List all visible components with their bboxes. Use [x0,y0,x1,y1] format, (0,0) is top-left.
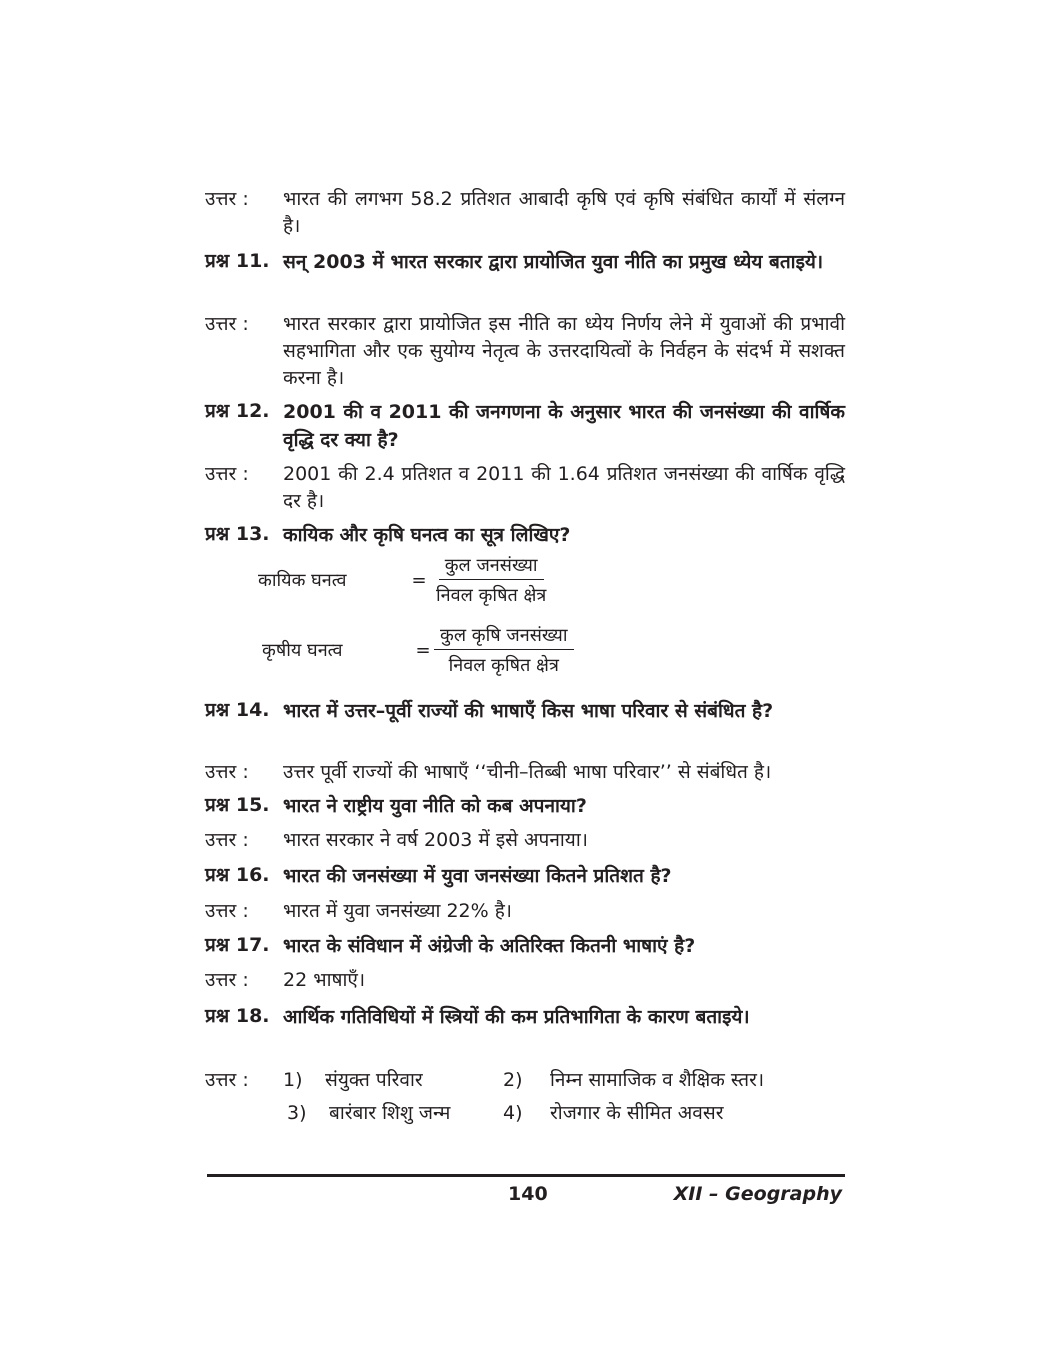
formula-physiological-density [258,553,552,607]
formula-agricultural-density [262,623,574,677]
fraction [434,623,574,677]
answer-12 [205,461,845,515]
question-text: कायिक और कृषि घनत्व का सूत्र लिखिए? [283,524,571,546]
answer-label: उत्तर : [205,313,249,335]
answer-label: उत्तर : [205,1069,249,1091]
answer-text: भारत में युवा जनसंख्या 22% है। [283,900,513,922]
answer-label: उत्तर : [205,761,249,783]
question-text: आर्थिक गतिविधियों में स्त्रियों की कम प्रतिभागिता के कारण बताइये। [283,1006,750,1028]
question-text: भारत के संविधान में अंग्रेजी के अतिरिक्त कितनी भाषाएं है? [283,935,696,957]
question-18 [205,1003,845,1031]
question-label: प्रश्न 14. [205,699,270,721]
list-item-number: 3) [287,1102,307,1124]
question-13 [205,521,845,549]
answer-text: भारत की लगभग 58.2 प्रतिशत आबादी कृषि एवं कृषि संबंधित कार्यों में संलग्न है। [283,188,845,237]
answer-text: उत्तर पूर्वी राज्यों की भाषाएँ ‘‘चीनी–तिब्बी भाषा परिवार’’ से संबंधित है। [283,761,772,783]
question-11 [205,248,845,276]
question-label: प्रश्न 15. [205,794,270,816]
question-text: सन् 2003 में भारत सरकार द्वारा प्रायोजित युवा नीति का प्रमुख ध्येय बताइये। [283,251,824,273]
answer-15 [205,827,845,854]
question-12 [205,398,845,454]
answer-label: उत्तर : [205,900,249,922]
equals-sign: = [415,639,431,661]
question-text: भारत में उत्तर–पूर्वी राज्यों की भाषाएँ किस भाषा परिवार से संबंधित है? [283,700,774,722]
question-label: प्रश्न 11. [205,250,270,272]
list-item-number: 4) [503,1102,523,1124]
answer-label: उत्तर : [205,463,249,485]
formula-name: कायिक घनत्व [258,570,347,591]
list-item: रोजगार के सीमित अवसर [550,1102,724,1124]
numerator: कुल कृषि जनसंख्या [434,623,574,650]
question-text: भारत ने राष्ट्रीय युवा नीति को कब अपनाया? [283,795,587,817]
question-label: प्रश्न 17. [205,934,270,956]
numerator: कुल जनसंख्या [439,553,544,580]
answer-14 [205,759,845,786]
footer-rule [207,1174,845,1177]
list-item: बारंबार शिशु जन्म [329,1102,451,1124]
question-label: प्रश्न 12. [205,400,270,422]
question-text: भारत की जनसंख्या में युवा जनसंख्या कितने प्रतिशत है? [283,865,672,887]
list-item-number: 2) [503,1069,523,1091]
subject-title: XII – Geography [673,1183,842,1205]
question-label: प्रश्न 13. [205,523,270,545]
answer-text: भारत सरकार ने वर्ष 2003 में इसे अपनाया। [283,829,588,851]
question-17 [205,932,845,960]
question-label: प्रश्न 16. [205,864,270,886]
answer-label: उत्तर : [205,969,249,991]
answer-10 [205,186,845,240]
answer-label: उत्तर : [205,829,249,851]
answer-label: उत्तर : [205,188,249,210]
denominator: निवल कृषित क्षेत्र [436,585,547,606]
answer-text: भारत सरकार द्वारा प्रायोजित इस नीति का ध्येय निर्णय लेने में युवाओं की प्रभावी सहभागिता और एक सुयोग्य नेतृत्व के उत्तरदायित्वों के निर्वहन के संदर्भ में सशक्त करना है। [283,313,845,389]
denominator: निवल कृषित क्षेत्र [448,655,559,676]
answer-17 [205,967,845,994]
question-text: 2001 की व 2011 की जनगणना के अनुसार भारत की जनसंख्या की वार्षिक वृद्धि दर क्या है? [283,401,845,451]
equals-sign: = [411,569,427,591]
answer-text: 2001 की 2.4 प्रतिशत व 2011 की 1.64 प्रतिशत जनसंख्या की वार्षिक वृद्धि दर है। [283,463,845,512]
list-item-number: 1) [283,1069,303,1091]
question-label: प्रश्न 18. [205,1005,270,1027]
answer-text: 22 भाषाएँ। [283,969,366,991]
question-16 [205,862,845,890]
list-item: संयुक्त परिवार [325,1069,423,1091]
answer-16 [205,898,845,925]
list-item: निम्न सामाजिक व शैक्षिक स्तर। [550,1069,765,1091]
answer-11 [205,311,845,392]
question-14 [205,697,845,725]
fraction [430,553,552,607]
page-number: 140 [508,1183,548,1205]
question-15 [205,792,845,820]
formula-name: कृषीय घनत्व [262,640,343,661]
